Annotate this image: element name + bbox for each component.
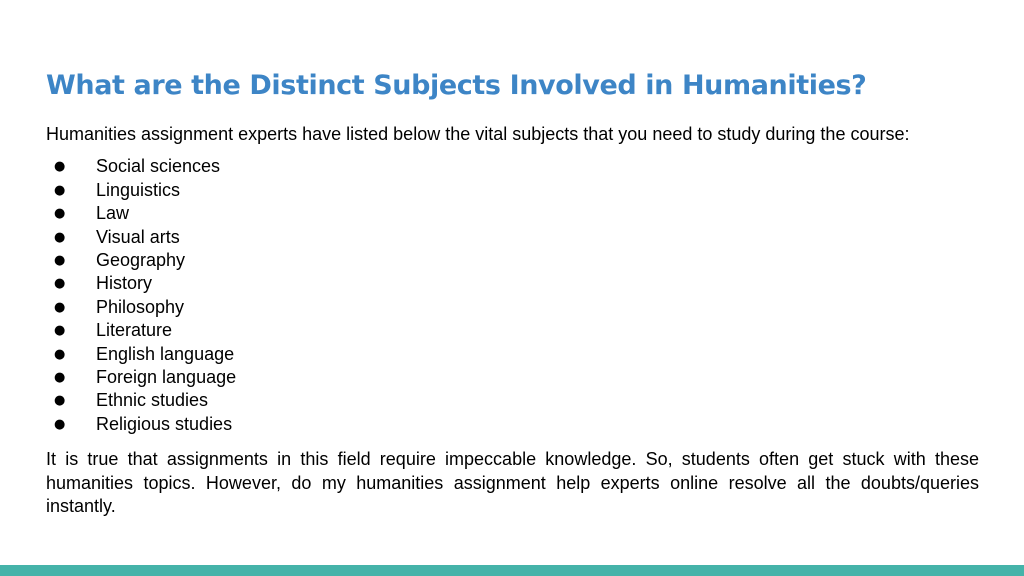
list-item <box>46 272 979 295</box>
list-item <box>46 413 979 436</box>
bullet-icon: ● <box>54 346 66 362</box>
footer-accent-bar <box>0 565 1024 576</box>
bullet-icon: ● <box>54 182 66 198</box>
subject-label: Literature <box>96 320 173 341</box>
closing-paragraph: It is true that assignments in this field require impeccable knowledge. So, students often get stuck with these humanities topics. However, do my humanities assignment help experts online resolve all the doubts/queries instantly. <box>46 449 979 516</box>
subject-label: Philosophy <box>96 296 185 317</box>
list-item <box>46 179 979 202</box>
subject-label: English language <box>96 343 235 364</box>
bullet-icon: ● <box>54 229 66 245</box>
bullet-icon: ● <box>54 159 66 175</box>
list-item <box>46 249 979 272</box>
list-item <box>46 202 979 225</box>
bullet-icon: ● <box>54 206 66 222</box>
bullet-icon: ● <box>54 252 66 268</box>
subject-label: Geography <box>96 249 186 270</box>
subject-label: Ethnic studies <box>96 390 209 411</box>
bullet-icon: ● <box>54 416 66 432</box>
subject-label: Law <box>96 203 130 224</box>
bullet-icon: ● <box>54 369 66 385</box>
bullet-icon: ● <box>54 323 66 339</box>
bullet-icon: ● <box>54 299 66 315</box>
subject-list <box>46 155 979 436</box>
slide-body <box>46 123 979 518</box>
bullet-icon: ● <box>54 393 66 409</box>
list-item <box>46 319 979 342</box>
subject-label: Visual arts <box>96 226 180 247</box>
list-item <box>46 155 979 178</box>
intro-paragraph: Humanities assignment experts have listed below the vital subjects that you need to study during the course: <box>46 124 910 144</box>
list-item <box>46 366 979 389</box>
subject-label: Religious studies <box>96 413 233 434</box>
list-item <box>46 296 979 319</box>
list-item <box>46 226 979 249</box>
list-item <box>46 389 979 412</box>
subject-label: Linguistics <box>96 179 181 200</box>
bullet-icon: ● <box>54 276 66 292</box>
list-item <box>46 343 979 366</box>
subject-label: Social sciences <box>96 156 221 177</box>
subject-label: Foreign language <box>96 366 237 387</box>
slide-title: What are the Distinct Subjects Involved in Humanities? <box>46 70 867 101</box>
subject-label: History <box>96 273 153 294</box>
